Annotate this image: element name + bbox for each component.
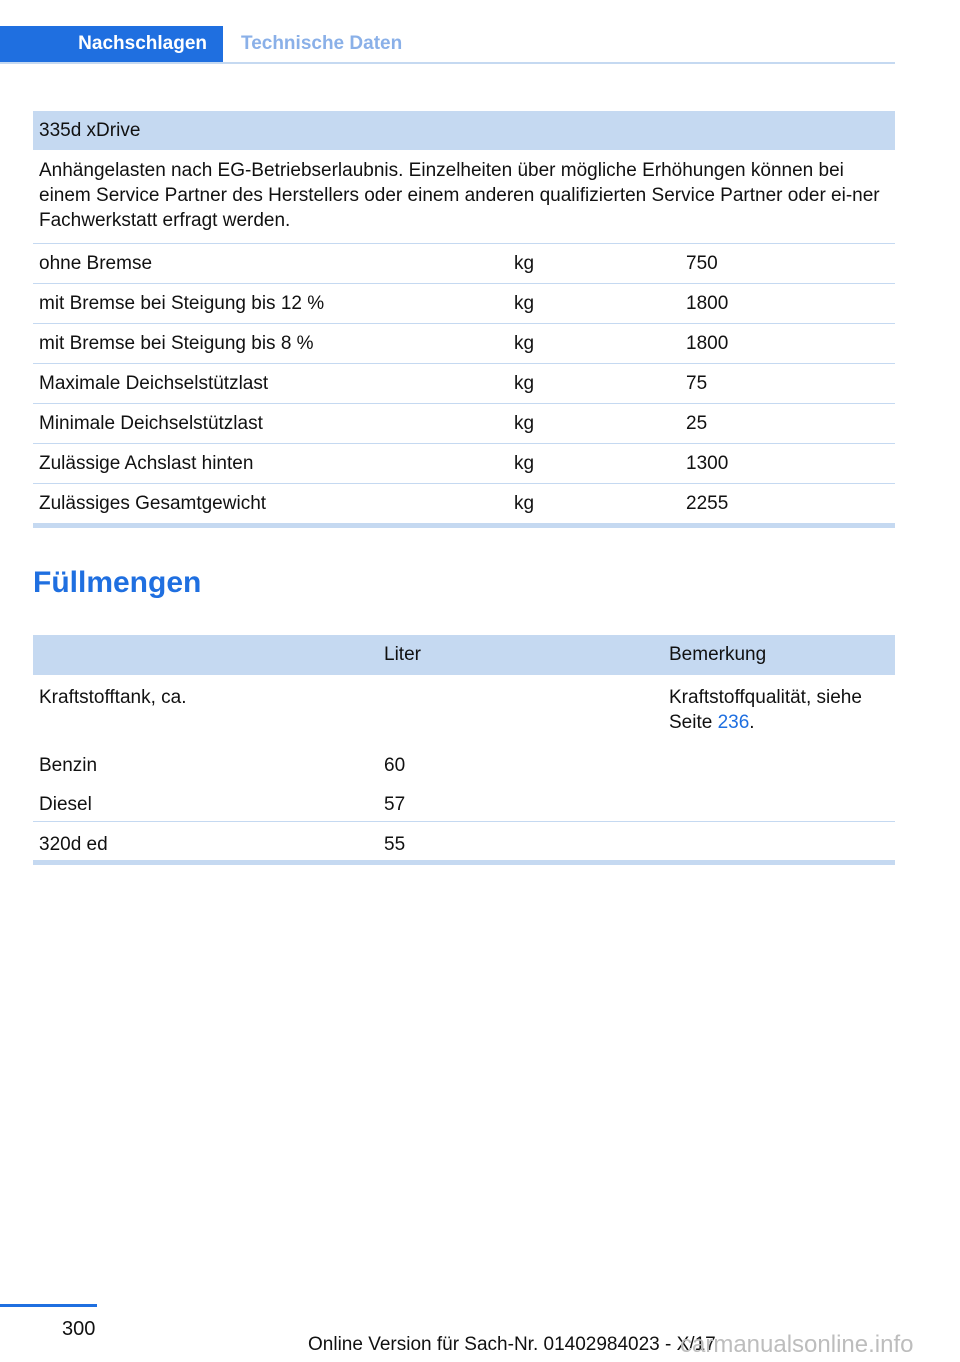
row-label: Zulässiges Gesamtgewicht	[33, 484, 508, 526]
section-title: Füllmengen	[33, 566, 202, 599]
table-header-row	[33, 635, 895, 675]
table-row	[33, 675, 895, 743]
row-value: 2255	[680, 484, 895, 526]
description-row	[33, 150, 895, 244]
online-version-text: Online Version für Sach-Nr. 01402984023 - X/17	[308, 1334, 716, 1355]
tab-nachschlagen[interactable]: Nachschlagen	[0, 26, 223, 62]
row-unit: kg	[508, 284, 680, 324]
table-row	[33, 324, 895, 364]
trailer-load-table	[33, 111, 895, 528]
table-row	[33, 404, 895, 444]
row-value: 1300	[680, 444, 895, 484]
header-empty	[33, 635, 378, 675]
page-number-rule	[0, 1304, 97, 1307]
row-label: Zulässige Achslast hinten	[33, 444, 508, 484]
fill-quantities-table	[33, 635, 895, 865]
table-row	[33, 444, 895, 484]
row-label: Diesel	[33, 782, 378, 822]
row-unit: kg	[508, 404, 680, 444]
row-label: Kraftstofftank, ca.	[39, 687, 187, 708]
table-row	[33, 822, 895, 863]
row-liter: 60	[384, 755, 406, 776]
table-row	[33, 284, 895, 324]
tab-technische-daten[interactable]: Technische Daten	[241, 33, 403, 54]
table-row	[33, 484, 895, 526]
row-value: 75	[680, 364, 895, 404]
remark-text: Kraftstoffqualität, siehe Seite	[669, 687, 862, 733]
row-label: mit Bremse bei Steigung bis 8 %	[33, 324, 508, 364]
row-unit: kg	[508, 484, 680, 526]
row-value: 1800	[680, 324, 895, 364]
row-value: 750	[680, 244, 895, 284]
row-liter: 57	[378, 782, 663, 822]
header-liter: Liter	[378, 635, 663, 675]
row-unit: kg	[508, 324, 680, 364]
row-liter	[378, 675, 663, 743]
row-value: 25	[680, 404, 895, 444]
page-reference-link[interactable]: 236	[717, 712, 750, 733]
remark-suffix: .	[749, 712, 755, 733]
row-label: Minimale Deichselstützlast	[33, 404, 508, 444]
header-remark: Bemerkung	[663, 635, 895, 675]
row-label: mit Bremse bei Steigung bis 12 %	[33, 284, 508, 324]
model-header: 335d xDrive	[33, 111, 895, 150]
table-header-row	[33, 111, 895, 150]
row-unit: kg	[508, 244, 680, 284]
row-remark	[663, 743, 895, 782]
row-label: 320d ed	[33, 822, 378, 863]
row-value: 1800	[680, 284, 895, 324]
row-unit: kg	[508, 364, 680, 404]
watermark: carmanualsonline.info	[680, 1331, 914, 1358]
table-row	[33, 782, 895, 822]
description-text: Anhängelasten nach EG-Betriebserlaubnis. Einzelheiten über mögliche Erhöhungen können bei einem Service Partner des Herstellers oder einem anderen qualifizierten Service Partner oder ei‐ner Fachwerkstatt erfragt werden.	[33, 150, 895, 244]
row-label: Maximale Deichselstützlast	[33, 364, 508, 404]
page-number: 300	[62, 1318, 96, 1340]
row-label: ohne Bremse	[33, 244, 508, 284]
row-remark	[663, 782, 895, 822]
table-row	[33, 244, 895, 284]
row-remark	[663, 675, 895, 743]
row-liter: 55	[378, 822, 663, 863]
row-unit: kg	[508, 444, 680, 484]
row-remark	[663, 822, 895, 863]
table-row	[33, 364, 895, 404]
table-row	[33, 743, 895, 782]
row-label: Benzin	[39, 755, 98, 776]
